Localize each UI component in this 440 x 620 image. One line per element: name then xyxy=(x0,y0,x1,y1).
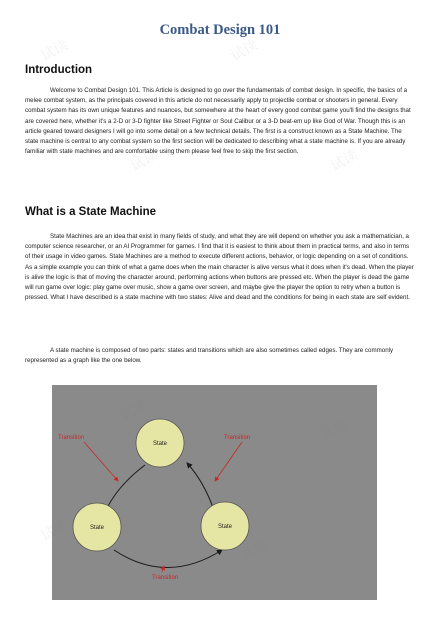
document-title: Combat Design 101 xyxy=(159,22,281,38)
state-machine-paragraph-1: State Machines are an idea that exist in many fields of study, and what they are will depend on whether you ask a mathematician, a computer science researcher, or an AI Programmer for games. I find that it is easiest to think about them in practical terms, and also in terms of their usage in video games. State Machines are a method to execute different actions, behavior, or logic depending on a set of conditions. As a simple example you can think of what a game does when the main character is alive versus what it does when it's dead. When the player is alive the logic is that of moving the character around, performing actions when buttons are pressed etc. When the player is dead the game will run game over logic: play game over music, show a game over screen, and maybe give the player the option to retry when a button is pressed. What I have described is a state machine with two states: Alive and dead and the conditions for being in each state are self evident. xyxy=(25,233,414,302)
diagram-svg xyxy=(52,385,377,600)
intro-paragraph: Welcome to Combat Design 101. This Article is designed to go over the fundamentals of combat design. In specific, the basics of a melee combat system, as the principals covered in this article do not necessarily apply to projectile combat or shooters in general. Every combat system has its own unique features and nuances, but somewhere at the heart of every good combat game you'll find the designs that are covered here, whether it's a 2-D or 3-D fighter like Street Fighter or Soul Calibur or a 3-D beat-em up like God of War. Though this is an article geared toward designers I will go into some detail on a few technical details. The first is a construct known as a State Machine. The state machine is central to any combat system so the first section will be dedicated to describing what a state machine is. If you are already familiar with state machines and are comfortable using them please feel free to skip the first section. xyxy=(25,87,411,156)
state-label-top: State xyxy=(152,441,168,447)
transition-label-right: Transition xyxy=(224,435,251,441)
watermark: 试读 xyxy=(38,37,71,65)
watermark: 试读 xyxy=(328,147,361,175)
watermark: 试读 xyxy=(228,37,261,65)
state-machine-diagram xyxy=(52,385,377,600)
section-heading-introduction: Introduction xyxy=(25,64,93,76)
transition-label-left: Transition xyxy=(58,435,85,441)
section-heading-state-machine: What is a State Machine xyxy=(25,206,157,218)
state-label-right: State xyxy=(217,524,233,530)
state-label-left: State xyxy=(89,525,105,531)
watermark: 试读 xyxy=(28,257,61,285)
diagram-background xyxy=(52,385,377,600)
transition-label-bottom: Transition xyxy=(152,575,179,581)
watermark: 试读 xyxy=(128,147,161,175)
state-machine-paragraph-2: A state machine is composed of two parts: states and transitions which are also sometimes called edges. They are commonly represented as a graph like the one below. xyxy=(25,347,394,365)
watermark: 试读 xyxy=(228,277,261,305)
